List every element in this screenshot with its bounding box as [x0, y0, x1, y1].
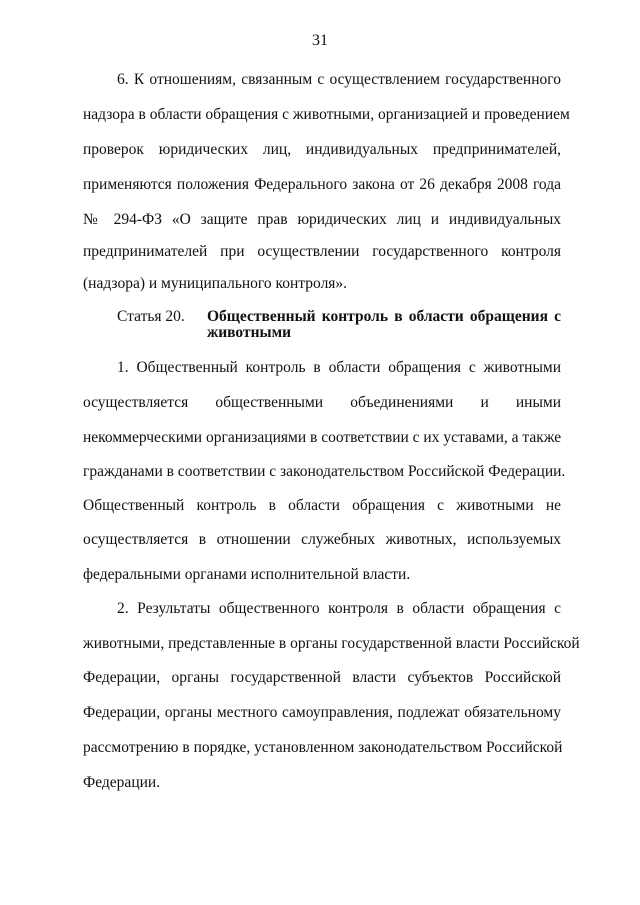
text-line: проверок юридических лиц, индивидуальных предпринимателей, — [83, 141, 561, 158]
text-line: осуществляется в отношении служебных животных, используемых — [83, 531, 561, 548]
text-line: некоммерческими организациями в соответствии с их уставами, а также — [83, 429, 562, 446]
text-line: осуществляется общественными объединениями и иными — [83, 394, 561, 411]
text-line: гражданами в соответствии с законодательством Российской Федерации. — [83, 463, 566, 480]
text-line: 1. Общественный контроль в области обращения с животными — [117, 359, 561, 376]
text-line: предпринимателей при осуществлении государственного контроля — [83, 243, 561, 260]
text-line: № 294-ФЗ «О защите прав юридических лиц и индивидуальных — [83, 211, 561, 228]
article-title-line: животными — [207, 324, 292, 341]
text-line: животными, представленные в органы государственной власти Российской — [83, 635, 580, 652]
text-line: 2. Результаты общественного контроля в области обращения с — [117, 600, 561, 617]
text-line: применяются положения Федерального закона от 26 декабря 2008 года — [83, 176, 561, 193]
text-line: Федерации, органы государственной власти субъектов Российской — [83, 669, 561, 686]
text-line: надзора в области обращения с животными, организацией и проведением — [83, 106, 570, 123]
text-line: (надзора) и муниципального контроля». — [83, 275, 348, 292]
text-line: Федерации, органы местного самоуправления, подлежат обязательному — [83, 704, 561, 721]
text-line: 6. К отношениям, связанным с осуществлением государственного — [117, 71, 561, 88]
text-line: Федерации. — [83, 774, 161, 791]
article-title-line: Общественный контроль в области обращения с — [207, 308, 561, 325]
text-line: федеральными органами исполнительной власти. — [83, 566, 411, 583]
text-line: рассмотрению в порядке, установленном законодательством Российской — [83, 739, 563, 756]
page-number: 31 — [312, 32, 328, 49]
article-label: Статья 20. — [117, 308, 185, 325]
text-line: Общественный контроль в области обращения с животными не — [83, 497, 561, 514]
